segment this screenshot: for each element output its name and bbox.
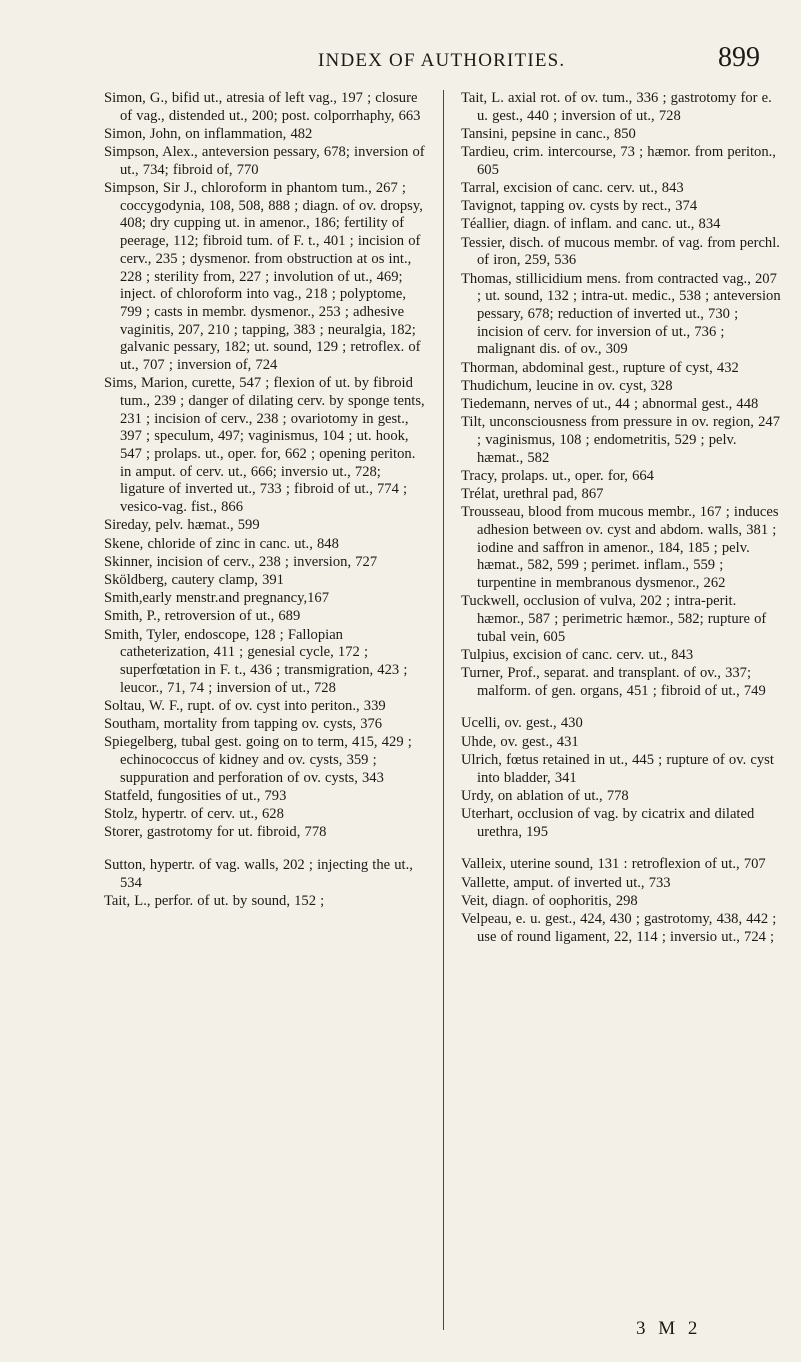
index-entry: Storer, gastrotomy for ut. fibroid, 778: [104, 824, 327, 841]
index-entry: Tiedemann, nerves of ut., 44 ; abnormal gest., 448: [461, 395, 759, 412]
index-entry: Smith, P., retroversion of ut., 689: [104, 608, 301, 625]
index-entry: Simon, John, on inflammation, 482: [104, 125, 313, 142]
index-entry: Velpeau, e. u. gest., 424, 430 ; gastrotomy, 438, 442 ; use of round ligament, 22, 114 ; inversio ut., 724 ;: [461, 910, 777, 945]
index-entry: Tracy, prolaps. ut., oper. for, 664: [461, 467, 654, 484]
index-entry: Ucelli, ov. gest., 430: [461, 715, 583, 732]
running-title: INDEX OF AUTHORITIES.: [318, 50, 566, 71]
index-entry: Tardieu, crim. intercourse, 73 ; hæmor. from periton., 605: [461, 144, 776, 178]
printer-signature-mark: 3 M 2: [636, 1318, 702, 1339]
index-entry: Veit, diagn. of oophoritis, 298: [461, 892, 638, 909]
index-entry: Statfeld, fungosities of ut., 793: [104, 787, 287, 804]
index-entry: Thorman, abdominal gest., rupture of cyst, 432: [461, 359, 739, 376]
index-entry: Simon, G., bifid ut., atresia of left vag., 197 ; closure of vag., distended ut., 200; post. colporrhaphy, 663: [104, 90, 421, 124]
index-entry: Thudichum, leucine in ov. cyst, 328: [461, 377, 673, 394]
index-column-right: [461, 90, 783, 947]
index-entry: Tait, L., perfor. of ut. by sound, 152 ;: [104, 892, 325, 909]
index-entry: Smith, Tyler, endoscope, 128 ; Fallopian catheterization, 411 ; genesial cycle, 172 ; superfœtation in F. t., 436 ; transmigration, 423 ; leucor., 71, 74 ; inversion of ut., 728: [104, 626, 408, 696]
index-entry: Smith,early menstr.and pregnancy,167: [104, 590, 329, 607]
index-entry: Tarral, excision of canc. cerv. ut., 843: [461, 180, 684, 197]
index-entry: Uhde, ov. gest., 431: [461, 733, 579, 750]
index-entry: Stolz, hypertr. of cerv. ut., 628: [104, 806, 284, 823]
index-entry: Sköldberg, cautery clamp, 391: [104, 571, 284, 588]
page-header: [0, 38, 801, 78]
index-entry: Soltau, W. F., rupt. of ov. cyst into periton., 339: [104, 697, 386, 714]
index-entry: Tavignot, tapping ov. cysts by rect., 374: [461, 198, 698, 215]
index-entry: Sims, Marion, curette, 547 ; flexion of ut. by fibroid tum., 239 ; danger of dilating cerv. by sponge tents, 231 ; incision of cerv., 238 ; ovariotomy in gest., 397 ; speculum, 497; vaginismus, 104 ; ut. hook, 547 ; prolaps. ut., oper. for, 662 ; opening periton. in amput. of cerv. ut., 666; inversio ut., 728; ligature of inverted ut., 733 ; fibroid of ut., 774 ; vesico-vag. fist., 866: [104, 375, 425, 516]
index-entry: Turner, Prof., separat. and transplant. of ov., 337; malform. of gen. organs, 451 ; fibroid of ut., 749: [461, 665, 766, 699]
index-entry: Uterhart, occlusion of vag. by cicatrix and dilated urethra, 195: [461, 805, 755, 840]
index-entry: Sireday, pelv. hæmat., 599: [104, 517, 260, 534]
index-entry: Téallier, diagn. of inflam. and canc. ut., 834: [461, 216, 721, 233]
index-entry: Skene, chloride of zinc in canc. ut., 848: [104, 535, 339, 552]
index-entry: Spiegelberg, tubal gest. going on to term, 415, 429 ; echinococcus of kidney and ov. cysts, 359 ; suppuration and perforation of ov. cysts, 343: [104, 734, 412, 786]
index-entry: Simpson, Alex., anteversion pessary, 678; inversion of ut., 734; fibroid of, 770: [104, 144, 425, 178]
index-entry: Ulrich, fœtus retained in ut., 445 ; rupture of ov. cyst into bladder, 341: [461, 751, 774, 786]
index-entry: Tansini, pepsine in canc., 850: [461, 125, 636, 142]
index-entry: Southam, mortality from tapping ov. cysts, 376: [104, 716, 383, 733]
index-column-left: [104, 90, 427, 911]
index-entry: Skinner, incision of cerv., 238 ; inversion, 727: [104, 553, 378, 570]
index-entry: Tilt, unconsciousness from pressure in ov. region, 247 ; vaginismus, 108 ; endometritis, 529 ; pelv. hæmat., 582: [461, 414, 780, 466]
index-entry: Tessier, disch. of mucous membr. of vag. from perchl. of iron, 259, 536: [461, 234, 780, 269]
index-entry: Tait, L. axial rot. of ov. tum., 336 ; gastrotomy for e. u. gest., 440 ; inversion of ut., 728: [461, 90, 772, 124]
index-entry: Trélat, urethral pad, 867: [461, 485, 604, 502]
index-entry: Valleix, uterine sound, 131 : retroflexion of ut., 707: [461, 856, 766, 873]
index-entry: Simpson, Sir J., chloroform in phantom tum., 267 ; coccygodynia, 108, 508, 888 ; diagn. of ov. dropsy, 408; dry cupping ut. in amenor., 186; fertility of peerage, 112; fibroid tum. of F. t., 401 ; incision of cerv., 235 ; dysmenor. from obstruction at os int., 228 ; sterility from, 227 ; involution of ut., 469; inject. of chloroform into vag., 218 ; polyptome, 799 ; casts in membr. dysmenor., 253 ; adhesive vaginitis, 207, 210 ; tapping, 383 ; neuralgia, 182; galvanic pessary, 182; ut. sound, 129 ; retroflex. of ut., 707 ; inversion of, 724: [104, 180, 423, 374]
index-entry: Vallette, amput. of inverted ut., 733: [461, 874, 671, 891]
index-entry: Tulpius, excision of canc. cerv. ut., 843: [461, 646, 694, 663]
page-number: 899: [718, 42, 760, 73]
index-entry: Sutton, hypertr. of vag. walls, 202 ; injecting the ut., 534: [104, 857, 413, 891]
index-entry: Urdy, on ablation of ut., 778: [461, 787, 629, 804]
column-divider: [443, 90, 444, 1330]
index-entry: Thomas, stillicidium mens. from contracted vag., 207 ; ut. sound, 132 ; intra-ut. medic., 538 ; anteversion pessary, 678; reduction of inverted ut., 730 ; incision of cerv. for inversion of ut., 736 ; malignant dis. of ov., 309: [461, 270, 781, 358]
index-entry: Trousseau, blood from mucous membr., 167 ; induces adhesion between ov. cyst and abdom. walls, 381 ; iodine and saffron in amenor., 184, 185 ; pelv. hæmat., 582, 599 ; perimet. inflam., 559 ; turpentine in membranous dysmenor., 262: [461, 504, 779, 591]
index-entry: Tuckwell, occlusion of vulva, 202 ; intra-perit. hæmor., 587 ; perimetric hæmor., 582; rupture of tubal vein, 605: [461, 593, 767, 645]
